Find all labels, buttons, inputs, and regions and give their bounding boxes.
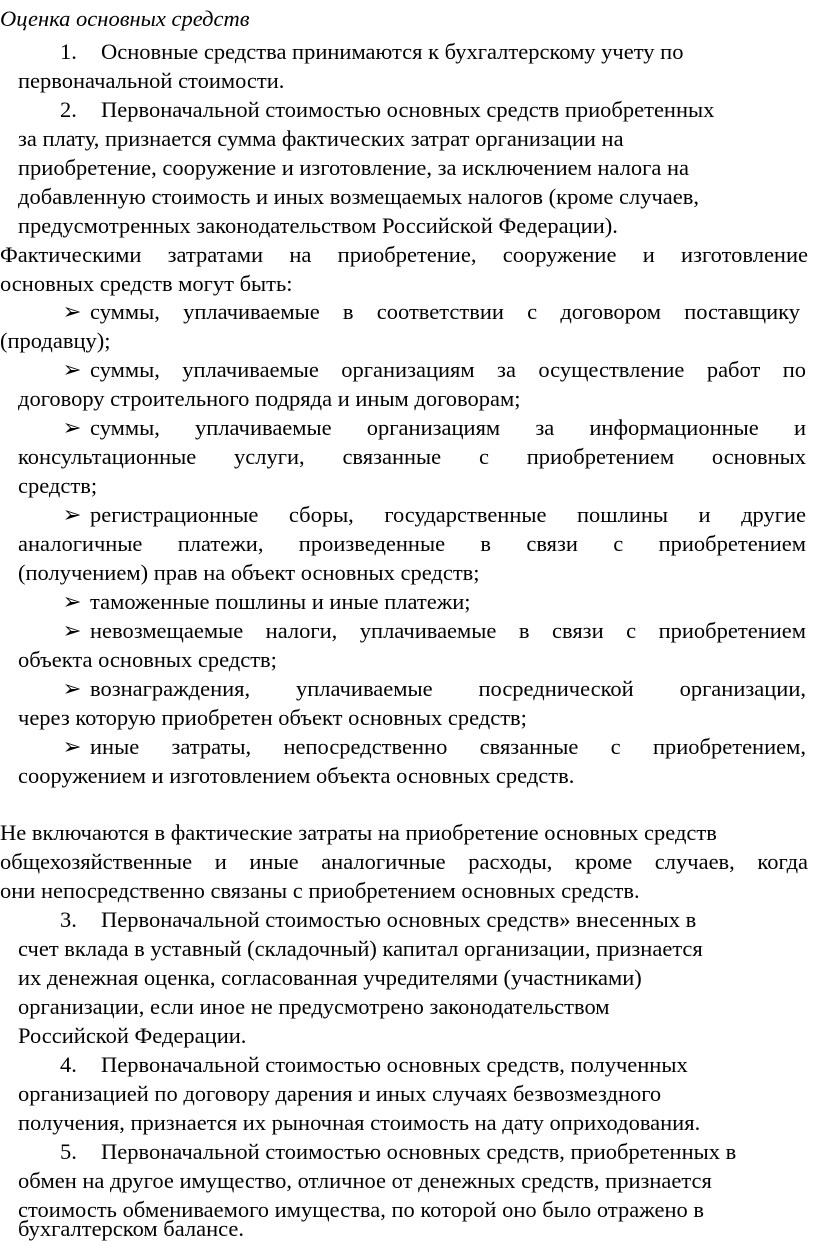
- text-line: обмен на другое имущество, отличное от денежных средств, признается: [18, 1168, 712, 1193]
- text-line: организацией по договору дарения и иных случаях безвозмездного: [18, 1081, 662, 1106]
- text-line: договору строительного подряда и иным договорам;: [18, 386, 521, 411]
- text-line: консультационные услуги, связанные с приобретением основных: [18, 444, 806, 469]
- text-line: суммы, уплачиваемые организациям за информационные и: [90, 415, 806, 440]
- text-line: регистрационные сборы, государственные пошлины и другие: [90, 502, 806, 527]
- text-line: первоначальной стоимости.: [18, 68, 285, 93]
- text-line: Российской Федерации.: [18, 1023, 247, 1048]
- text-line: (продавцу);: [0, 328, 111, 353]
- arrow-bullet-icon: ➢: [62, 676, 82, 701]
- text-line: за плату, признается сумма фактических затрат организации на: [18, 126, 624, 151]
- list-number-5: 5.: [60, 1139, 77, 1164]
- list-number-3: 3.: [60, 907, 77, 932]
- text-line: счет вклада в уставный (складочный) капитал организации, признается: [18, 936, 703, 961]
- arrow-bullet-icon: ➢: [62, 357, 82, 382]
- text-line: аналогичные платежи, произведенные в связи с приобретением: [18, 531, 806, 556]
- arrow-bullet-icon: ➢: [62, 299, 82, 324]
- text-line: таможенные пошлины и иные платежи;: [90, 589, 471, 614]
- text-line: добавленную стоимость и иных возмещаемых налогов (кроме случаев,: [18, 184, 700, 209]
- text-line: стоимость обмениваемого имущества, по которой оно было отражено в: [18, 1197, 704, 1222]
- text-line: иные затраты, непосредственно связанные с приобретением,: [90, 734, 806, 759]
- text-line: Первоначальной стоимостью основных средств приобретенных: [101, 97, 715, 122]
- list-number-1: 1.: [60, 39, 77, 64]
- arrow-bullet-icon: ➢: [62, 734, 82, 759]
- arrow-bullet-icon: ➢: [62, 618, 82, 643]
- list-number-4: 4.: [60, 1052, 77, 1077]
- text-line: вознаграждения, уплачиваемые посреднической организации,: [90, 676, 806, 701]
- arrow-bullet-icon: ➢: [62, 415, 82, 440]
- text-line: они непосредственно связаны с приобретением основных средств.: [0, 878, 640, 903]
- text-line: их денежная оценка, согласованная учредителями (участниками): [18, 965, 642, 990]
- text-line: Первоначальной стоимостью основных средств, приобретенных в: [101, 1139, 737, 1164]
- text-line: Не включаются в фактические затраты на приобретение основных средств: [0, 820, 717, 845]
- text-line: (получением) прав на объект основных средств;: [18, 560, 480, 585]
- text-line: невозмещаемые налоги, уплачиваемые в связи с приобретением: [90, 618, 806, 643]
- text-line: суммы, уплачиваемые организациям за осуществление работ по: [90, 357, 806, 382]
- text-line: общехозяйственные и иные аналогичные расходы, кроме случаев, когда: [0, 849, 808, 874]
- text-line: Первоначальной стоимостью основных средств, полученных: [101, 1052, 688, 1077]
- text-line: средств;: [18, 473, 98, 498]
- text-line: объекта основных средств;: [18, 647, 277, 672]
- text-line: Первоначальной стоимостью основных средств» внесенных в: [101, 907, 697, 932]
- text-line: организации, если иное не предусмотрено законодательством: [18, 994, 610, 1019]
- text-line: через которую приобретен объект основных средств;: [18, 705, 527, 730]
- text-line: предусмотренных законодательством Российской Федерации).: [18, 213, 618, 238]
- text-line: Основные средства принимаются к бухгалтерскому учету по: [101, 39, 684, 64]
- list-number-2: 2.: [60, 97, 77, 122]
- document-title: Оценка основных средств: [0, 6, 250, 31]
- text-line: основных средств могут быть:: [0, 271, 293, 296]
- text-line: бухгалтерском балансе.: [18, 1216, 245, 1241]
- text-line: сооружением и изготовлением объекта основных средств.: [18, 763, 575, 788]
- text-line: суммы, уплачиваемые в соответствии с договором поставщику: [90, 299, 800, 324]
- arrow-bullet-icon: ➢: [62, 502, 82, 527]
- text-line: получения, признается их рыночная стоимость на дату оприходования.: [18, 1110, 701, 1135]
- text-line: приобретение, сооружение и изготовление, за исключением налога на: [18, 155, 690, 180]
- arrow-bullet-icon: ➢: [62, 589, 82, 614]
- text-line: Фактическими затратами на приобретение, сооружение и изготовление: [0, 242, 808, 267]
